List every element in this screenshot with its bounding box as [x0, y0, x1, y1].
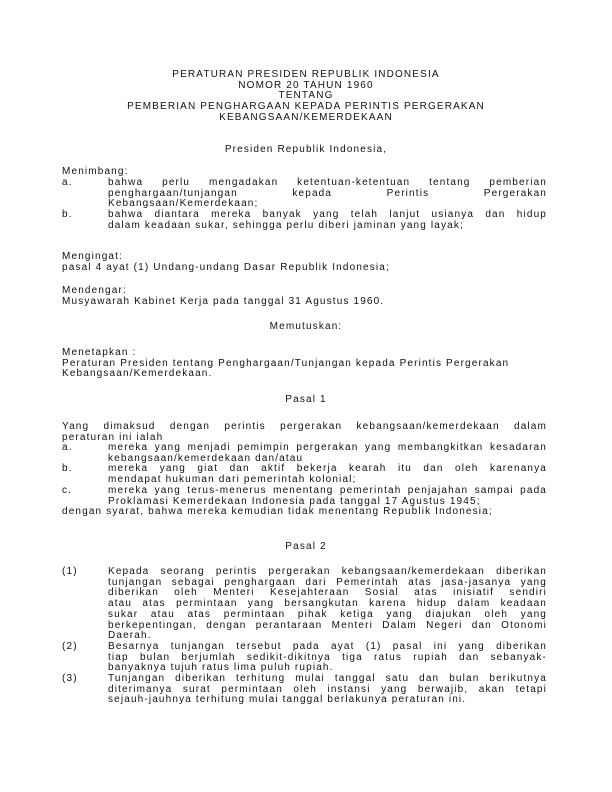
item-line: Tunjangan diberikan terhitung mulai tanggal satu dan bulan berikutnya	[108, 673, 547, 684]
item-marker: c.	[62, 484, 73, 496]
item-line: kebangsaan/kemerdekaan dan/atau	[108, 452, 304, 464]
title-line: PEMBERIAN PENGHARGAAN KEPADA PERINTIS PERGERAKAN	[127, 101, 485, 113]
item-marker: (3)	[62, 673, 78, 684]
item-line: mereka yang terus-menerus menentang pemerintah penjajahan sampai pada	[108, 484, 547, 496]
title-line: TENTANG	[278, 90, 334, 102]
pasal-2-heading: Pasal 2	[285, 541, 327, 552]
item-line: berkepentingan, dengan perantaraan Menteri Dalam Negeri dan Otonomi	[108, 619, 547, 631]
item-marker: a.	[62, 442, 73, 453]
item-line: penghargaan/tunjangan kepada Perintis Pergerakan	[108, 187, 547, 199]
item-line: diberikan oleh Menteri Kesejahteraan Sosial atas inisiatif sendiri	[108, 587, 547, 599]
menetapkan-label: Menetapkan :	[62, 347, 137, 358]
item-line: sukar atau atas permintaan pihak ketiga yang diajukan oleh yang	[108, 608, 547, 620]
item-line: mendapat hukuman dari pemerintah kolonial;	[108, 474, 357, 486]
title-line: KEBANGSAAN/KEMERDEKAAN	[219, 111, 393, 123]
item-line: atau atas permintaan yang bersangkutan karena hidup dalam keadaan	[108, 598, 547, 610]
item-line: Proklamasi Kemerdekaan Indonesia pada tanggal 17 Agustus 1945;	[108, 495, 481, 507]
greeting: Presiden Republik Indonesia,	[224, 144, 388, 155]
paragraph-line: Yang dimaksud dengan perintis pergerakan kebangsaan/kemerdekaan dalam	[62, 421, 547, 432]
item-marker: (2)	[62, 640, 78, 652]
closing-line: dengan syarat, bahwa mereka kemudian tidak menentang Republik Indonesia;	[62, 506, 493, 518]
item-marker: b.	[62, 209, 73, 221]
item-line: Kebangsaan/Kemerdekaan;	[108, 198, 259, 210]
title-line: PERATURAN PRESIDEN REPUBLIK INDONESIA	[172, 69, 440, 80]
item-line: mereka yang menjadi pemimpin pergerakan yang membangkitkan kesadaran	[108, 442, 547, 453]
item-line: banyaknya tujuh ratus lima puluh rupiah.	[108, 662, 334, 674]
item-line: bahwa perlu mengadakan ketentuan-ketentuan tentang pemberian	[108, 177, 547, 188]
item-line: sejauh-jauhnya terhitung mulai tanggal berlakunya peraturan ini.	[108, 694, 467, 706]
menimbang-label: Menimbang:	[62, 166, 129, 177]
item-line: Daerah.	[108, 630, 152, 642]
item-line: diterimanya surat permintaan oleh instansi yang berwajib, akan tetapi	[108, 683, 547, 695]
paragraph-line: peraturan ini ialah	[62, 431, 164, 443]
pasal-1-heading: Pasal 1	[285, 394, 327, 405]
item-line: mereka yang giat dan aktif bekerja kearah itu dan oleh karenanya	[108, 463, 547, 475]
item-marker: (1)	[62, 566, 78, 577]
item-line: bahwa diantara mereka banyak yang telah lanjut usianya dan hidup	[108, 209, 547, 221]
item-line: Besarnya tunjangan tersebut pada ayat (1) pasal ini yang diberikan	[108, 640, 547, 652]
mengingat-label: Mengingat:	[62, 251, 123, 262]
mendengar-text: Musyawarah Kabinet Kerja pada tanggal 31 Agustus 1960.	[62, 295, 385, 307]
item-line: tiap bulan berjumlah sedikit-dikitnya tiga ratus rupiah dan sebanyak-	[108, 651, 547, 663]
menetapkan-line: Kebangsaan/Kemerdekaan.	[62, 368, 213, 379]
memutuskan-heading: Memutuskan:	[269, 321, 343, 332]
item-line: tunjangan sebagai penghargaan dari Pemerintah atas jasa-jasanya yang	[108, 576, 547, 588]
item-marker: b.	[62, 463, 73, 475]
mendengar-label: Mendengar:	[62, 285, 127, 296]
title-line: NOMOR 20 TAHUN 1960	[238, 79, 374, 91]
item-line: Kepada seorang perintis pergerakan kebangsaan/kemerdekaan diberikan	[108, 566, 547, 577]
mengingat-text: pasal 4 ayat (1) Undang-undang Dasar Republik Indonesia;	[62, 261, 390, 273]
menetapkan-line: Peraturan Presiden tentang Penghargaan/Tunjangan kepada Perintis Pergerakan	[62, 357, 510, 369]
item-line: dalam keadaan sukar, sehingga perlu diberi jaminan yang layak;	[108, 219, 464, 231]
item-marker: a.	[62, 177, 73, 188]
